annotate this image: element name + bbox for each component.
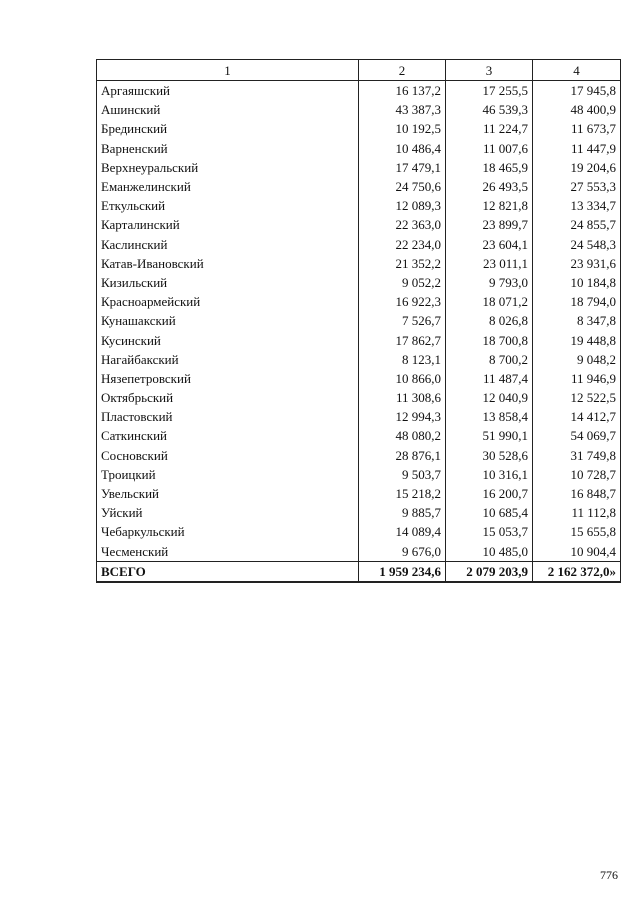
- value-cell-col-4: 23 931,6: [533, 254, 621, 273]
- table-row: [97, 426, 621, 445]
- value-cell-col-2: 17 479,1: [359, 158, 446, 177]
- value-cell-col-4: 14 412,7: [533, 407, 621, 426]
- value-cell-col-3: 12 040,9: [446, 388, 533, 407]
- district-name-cell: Каслинский: [97, 235, 359, 254]
- district-name-cell: Карталинский: [97, 215, 359, 234]
- table-row: [97, 81, 621, 101]
- value-cell-col-2: 48 080,2: [359, 426, 446, 445]
- district-name-cell: Верхнеуральский: [97, 158, 359, 177]
- district-name-cell: Аргаяшский: [97, 81, 359, 101]
- value-cell-col-2: 11 308,6: [359, 388, 446, 407]
- district-name-cell: Увельский: [97, 484, 359, 503]
- value-cell-col-4: 19 204,6: [533, 158, 621, 177]
- value-cell-col-2: 22 363,0: [359, 215, 446, 234]
- district-name-cell: Кусинский: [97, 330, 359, 349]
- district-name-cell: Варненский: [97, 139, 359, 158]
- district-name-cell: Уйский: [97, 503, 359, 522]
- total-value-col-2: 1 959 234,6: [359, 561, 446, 582]
- value-cell-col-3: 13 858,4: [446, 407, 533, 426]
- district-name-cell: Нязепетровский: [97, 369, 359, 388]
- value-cell-col-4: 10 184,8: [533, 273, 621, 292]
- table-row: [97, 254, 621, 273]
- column-header-2: 2: [359, 60, 446, 81]
- value-cell-col-4: 17 945,8: [533, 81, 621, 101]
- value-cell-col-4: 10 728,7: [533, 465, 621, 484]
- value-cell-col-3: 18 465,9: [446, 158, 533, 177]
- district-name-cell: Еткульский: [97, 196, 359, 215]
- value-cell-col-4: 16 848,7: [533, 484, 621, 503]
- district-name-cell: Ашинский: [97, 100, 359, 119]
- value-cell-col-2: 14 089,4: [359, 522, 446, 541]
- value-cell-col-2: 9 885,7: [359, 503, 446, 522]
- value-cell-col-2: 21 352,2: [359, 254, 446, 273]
- table-row: [97, 215, 621, 234]
- value-cell-col-3: 23 011,1: [446, 254, 533, 273]
- value-cell-col-2: 7 526,7: [359, 311, 446, 330]
- table-body: [97, 81, 621, 582]
- value-cell-col-3: 11 007,6: [446, 139, 533, 158]
- value-cell-col-2: 17 862,7: [359, 330, 446, 349]
- value-cell-col-3: 8 026,8: [446, 311, 533, 330]
- column-header-4: 4: [533, 60, 621, 81]
- value-cell-col-2: 15 218,2: [359, 484, 446, 503]
- district-name-cell: Сосновский: [97, 446, 359, 465]
- value-cell-col-4: 11 447,9: [533, 139, 621, 158]
- value-cell-col-2: 22 234,0: [359, 235, 446, 254]
- value-cell-col-4: 18 794,0: [533, 292, 621, 311]
- value-cell-col-2: 9 503,7: [359, 465, 446, 484]
- district-name-cell: Еманжелинский: [97, 177, 359, 196]
- value-cell-col-2: 24 750,6: [359, 177, 446, 196]
- district-name-cell: Нагайбакский: [97, 350, 359, 369]
- value-cell-col-3: 15 053,7: [446, 522, 533, 541]
- value-cell-col-4: 10 904,4: [533, 542, 621, 562]
- district-name-cell: Красноармейский: [97, 292, 359, 311]
- value-cell-col-4: 11 946,9: [533, 369, 621, 388]
- district-name-cell: Кунашакский: [97, 311, 359, 330]
- value-cell-col-4: 11 673,7: [533, 119, 621, 138]
- value-cell-col-3: 16 200,7: [446, 484, 533, 503]
- table-row: [97, 273, 621, 292]
- column-header-3: 3: [446, 60, 533, 81]
- value-cell-col-3: 10 685,4: [446, 503, 533, 522]
- page-number: 776: [600, 868, 618, 882]
- value-cell-col-4: 24 855,7: [533, 215, 621, 234]
- budget-table: [96, 59, 621, 583]
- table-row: [97, 522, 621, 541]
- table-row: [97, 503, 621, 522]
- table-row: [97, 177, 621, 196]
- value-cell-col-2: 16 137,2: [359, 81, 446, 101]
- value-cell-col-4: 13 334,7: [533, 196, 621, 215]
- value-cell-col-3: 23 899,7: [446, 215, 533, 234]
- table-row: [97, 100, 621, 119]
- value-cell-col-4: 54 069,7: [533, 426, 621, 445]
- table-row: [97, 369, 621, 388]
- district-name-cell: Пластовский: [97, 407, 359, 426]
- value-cell-col-2: 12 994,3: [359, 407, 446, 426]
- table-row: [97, 292, 621, 311]
- table-row: [97, 542, 621, 562]
- table-row: [97, 119, 621, 138]
- value-cell-col-3: 46 539,3: [446, 100, 533, 119]
- value-cell-col-2: 8 123,1: [359, 350, 446, 369]
- table-row: [97, 139, 621, 158]
- table-row: [97, 235, 621, 254]
- table-row: [97, 311, 621, 330]
- value-cell-col-3: 11 487,4: [446, 369, 533, 388]
- value-cell-col-2: 43 387,3: [359, 100, 446, 119]
- value-cell-col-3: 12 821,8: [446, 196, 533, 215]
- table-header: [97, 60, 621, 81]
- value-cell-col-4: 19 448,8: [533, 330, 621, 349]
- value-cell-col-3: 10 316,1: [446, 465, 533, 484]
- value-cell-col-4: 11 112,8: [533, 503, 621, 522]
- table-row: [97, 158, 621, 177]
- value-cell-col-2: 10 866,0: [359, 369, 446, 388]
- table-row: [97, 446, 621, 465]
- value-cell-col-2: 10 486,4: [359, 139, 446, 158]
- value-cell-col-2: 28 876,1: [359, 446, 446, 465]
- district-name-cell: Чебаркульский: [97, 522, 359, 541]
- table-row: [97, 196, 621, 215]
- value-cell-col-4: 27 553,3: [533, 177, 621, 196]
- value-cell-col-4: 15 655,8: [533, 522, 621, 541]
- value-cell-col-2: 12 089,3: [359, 196, 446, 215]
- column-header-1: 1: [97, 60, 359, 81]
- table-row: [97, 350, 621, 369]
- value-cell-col-2: 10 192,5: [359, 119, 446, 138]
- value-cell-col-3: 51 990,1: [446, 426, 533, 445]
- value-cell-col-4: 31 749,8: [533, 446, 621, 465]
- value-cell-col-3: 30 528,6: [446, 446, 533, 465]
- value-cell-col-4: 48 400,9: [533, 100, 621, 119]
- table-row: [97, 484, 621, 503]
- value-cell-col-2: 9 676,0: [359, 542, 446, 562]
- table-row: [97, 388, 621, 407]
- district-name-cell: Октябрьский: [97, 388, 359, 407]
- total-row: [97, 561, 621, 582]
- value-cell-col-4: 8 347,8: [533, 311, 621, 330]
- value-cell-col-3: 26 493,5: [446, 177, 533, 196]
- header-row: [97, 60, 621, 81]
- total-label: ВСЕГО: [97, 561, 359, 582]
- value-cell-col-3: 9 793,0: [446, 273, 533, 292]
- value-cell-col-2: 16 922,3: [359, 292, 446, 311]
- value-cell-col-4: 9 048,2: [533, 350, 621, 369]
- district-name-cell: Чесменский: [97, 542, 359, 562]
- district-name-cell: Троицкий: [97, 465, 359, 484]
- total-value-col-3: 2 079 203,9: [446, 561, 533, 582]
- table-row: [97, 465, 621, 484]
- value-cell-col-3: 11 224,7: [446, 119, 533, 138]
- value-cell-col-4: 24 548,3: [533, 235, 621, 254]
- total-value-col-4: 2 162 372,0»: [533, 561, 621, 582]
- value-cell-col-3: 8 700,2: [446, 350, 533, 369]
- value-cell-col-2: 9 052,2: [359, 273, 446, 292]
- value-cell-col-3: 18 700,8: [446, 330, 533, 349]
- district-name-cell: Брединский: [97, 119, 359, 138]
- value-cell-col-3: 23 604,1: [446, 235, 533, 254]
- value-cell-col-3: 18 071,2: [446, 292, 533, 311]
- table-row: [97, 330, 621, 349]
- district-name-cell: Кизильский: [97, 273, 359, 292]
- value-cell-col-4: 12 522,5: [533, 388, 621, 407]
- table-row: [97, 407, 621, 426]
- value-cell-col-3: 17 255,5: [446, 81, 533, 101]
- value-cell-col-3: 10 485,0: [446, 542, 533, 562]
- district-name-cell: Саткинский: [97, 426, 359, 445]
- district-name-cell: Катав-Ивановский: [97, 254, 359, 273]
